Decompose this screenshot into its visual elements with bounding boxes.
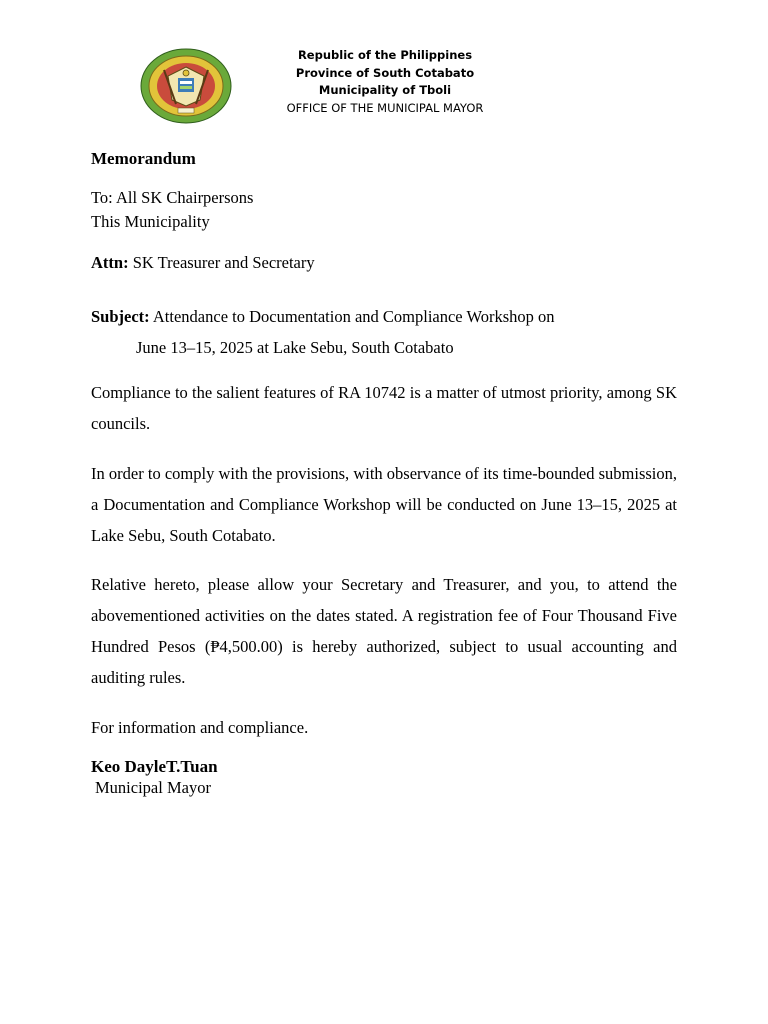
municipal-seal-icon	[140, 48, 232, 124]
signatory-name: Keo DayleT.Tuan	[91, 757, 218, 776]
municipality-line: Municipality of Tboli	[318, 83, 452, 97]
addressee-location: This Municipality	[91, 212, 210, 231]
addressee-block	[91, 186, 677, 234]
subject-line-2: June 13–15, 2025 at Lake Sebu, South Cotabato	[136, 338, 454, 357]
office-line: OFFICE OF THE MUNICIPAL MAYOR	[286, 100, 484, 115]
paragraph-workshop: In order to comply with the provisions, with observance of its time-bounded submission, a Documentation and Compliance Workshop will be conducted on June 13–15, 2025 at Lake Sebu, South Cotabato.	[91, 464, 677, 545]
subject-line-1: Attendance to Documentation and Compliance Workshop on	[149, 307, 555, 326]
letterhead	[0, 46, 768, 126]
closing-line: For information and compliance.	[91, 718, 309, 737]
attention-line	[91, 252, 677, 274]
memo-title: Memorandum	[91, 149, 196, 168]
province-line: Province of South Cotabato	[295, 65, 475, 80]
addressee-line: To: All SK Chairpersons	[91, 188, 254, 207]
attn-label: Attn:	[91, 253, 129, 272]
letterhead-text	[250, 47, 520, 117]
paragraph-registration: Relative hereto, please allow your Secretary and Treasurer, and you, to attend the abovementioned activities on the dates stated. A registration fee of Four Thousand Five Hundred Pesos (₱4,500.00) is hereby authorized, subject to usual accounting and auditing rules.	[91, 575, 677, 687]
attn-value: SK Treasurer and Secretary	[128, 253, 315, 272]
signatory-title: Municipal Mayor	[95, 778, 211, 797]
country-line: Republic of the Philippines	[297, 48, 473, 62]
paragraph-priority: Compliance to the salient features of RA 10742 is a matter of utmost priority, among SK councils.	[91, 383, 677, 433]
subject-block	[91, 301, 677, 363]
subject-label: Subject:	[91, 307, 150, 326]
